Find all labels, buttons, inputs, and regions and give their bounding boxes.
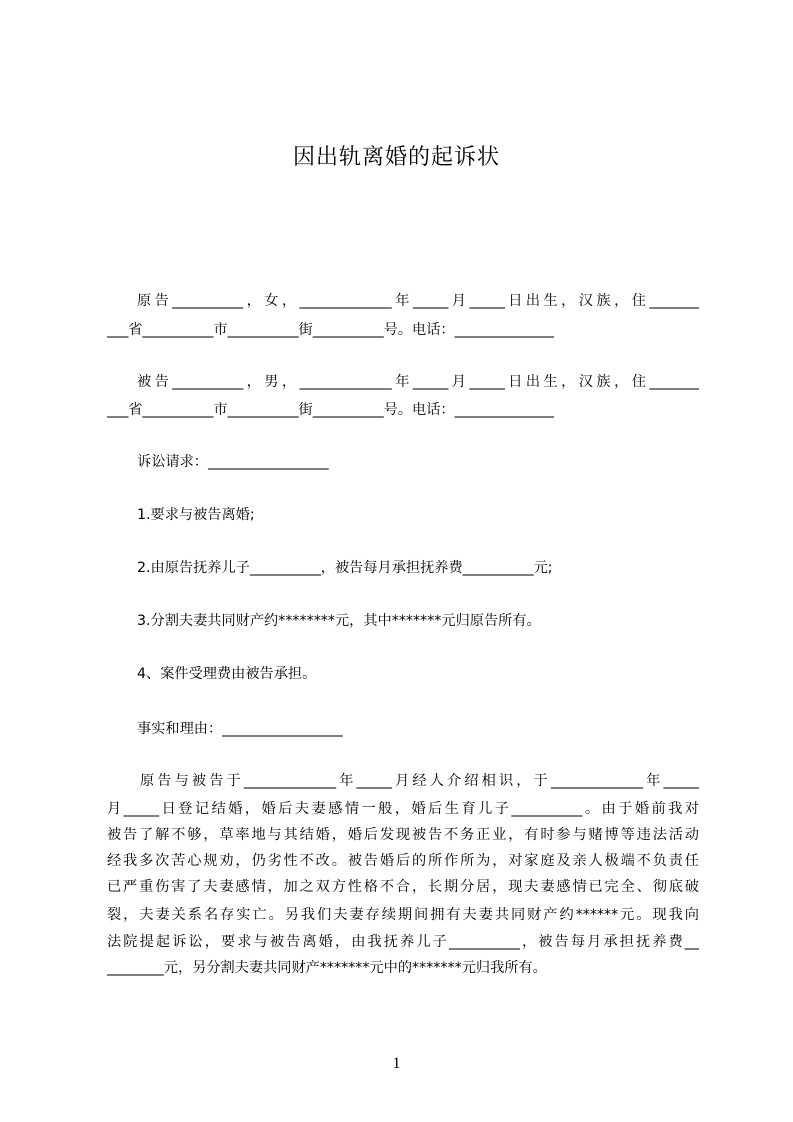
facts-heading: 事实和理由：_________________ xyxy=(137,721,343,737)
claim-item: 3.分割夫妻共同财产约********元，其中*******元归原告所有。 xyxy=(137,613,541,629)
facts-line: ________元，另分割夫妻共同财产*******元中的*******元归我所有。 xyxy=(107,960,547,976)
facts-line: 法院提起诉讼，要求与被告离婚，由我抚养儿子__________，被告每月承担抚养费__ xyxy=(107,934,699,950)
plaintiff-line-1: 原告__________，女，_____________年_____月_____日出生，汉族，住_______ xyxy=(137,293,699,309)
defendant-line-2: ___省__________市__________街__________号。电话：______________ xyxy=(107,402,554,418)
facts-line: 月_____日登记结婚，婚后夫妻感情一般，婚后生育儿子__________。由于婚前我对 xyxy=(107,801,699,817)
claim-item: 2.由原告抚养儿子__________，被告每月承担抚养费__________元; xyxy=(137,560,553,576)
defendant-line-1: 被告__________，男，_____________年_____月_____日出生，汉族，住_______ xyxy=(137,374,699,390)
claims-heading: 诉讼请求：_________________ xyxy=(137,454,329,470)
claim-item: 1.要求与被告离婚; xyxy=(137,507,255,523)
facts-line: 经我多次苦心规劝，仍劣性不改。被告婚后的所作所为，对家庭及亲人极端不负责任 xyxy=(107,853,699,869)
facts-line: 已严重伤害了夫妻感情，加之双方性格不合，长期分居，现夫妻感情已完全、彻底破 xyxy=(107,879,699,895)
page-number: 1 xyxy=(392,1055,401,1072)
facts-line: 被告了解不够，草率地与其结婚，婚后发现被告不务正业，有时参与赌博等违法活动 xyxy=(107,827,699,843)
document-title: 因出轨离婚的起诉状 xyxy=(292,145,500,170)
facts-line: 原告与被告于_____________年_____月经人介绍相识，于_____________年_____ xyxy=(140,773,699,789)
claim-item: 4、案件受理费由被告承担。 xyxy=(137,666,317,682)
facts-line: 裂，夫妻关系名存实亡。另我们夫妻存续期间拥有夫妻共同财产约******元。现我向 xyxy=(107,907,699,923)
plaintiff-line-2: ___省__________市__________街__________号。电话：______________ xyxy=(107,322,554,338)
